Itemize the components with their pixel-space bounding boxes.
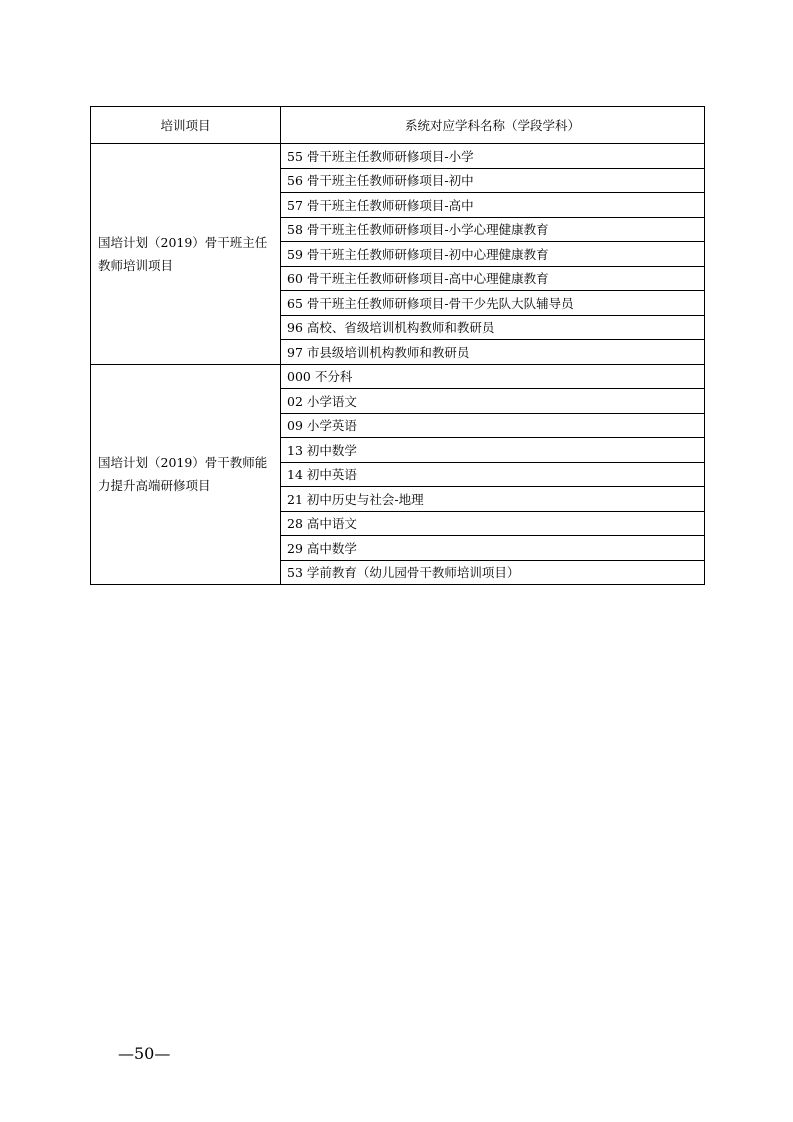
header-subject: 系统对应学科名称（学段学科） <box>281 107 705 144</box>
table-header-row <box>91 107 705 144</box>
page-number: —50— <box>118 1044 171 1063</box>
subject-cell: 65 骨干班主任教师研修项目-骨干少先队大队辅导员 <box>281 291 705 316</box>
subject-cell: 53 学前教育（幼儿园骨干教师培训项目） <box>281 560 705 585</box>
subject-cell: 55 骨干班主任教师研修项目-小学 <box>281 144 705 169</box>
subject-cell: 28 高中语文 <box>281 511 705 536</box>
table-row <box>91 364 705 389</box>
subject-cell: 57 骨干班主任教师研修项目-高中 <box>281 193 705 218</box>
subject-cell: 21 初中历史与社会-地理 <box>281 487 705 512</box>
subject-cell: 97 市县级培训机构教师和教研员 <box>281 340 705 365</box>
subject-cell: 000 不分科 <box>281 364 705 389</box>
subject-cell: 02 小学语文 <box>281 389 705 414</box>
header-project: 培训项目 <box>91 107 281 144</box>
subject-cell: 59 骨干班主任教师研修项目-初中心理健康教育 <box>281 242 705 267</box>
table-row <box>91 144 705 169</box>
project-cell: 国培计划（2019）骨干教师能力提升高端研修项目 <box>91 364 281 585</box>
subject-cell: 29 高中数学 <box>281 536 705 561</box>
subject-cell: 60 骨干班主任教师研修项目-高中心理健康教育 <box>281 266 705 291</box>
subject-cell: 56 骨干班主任教师研修项目-初中 <box>281 168 705 193</box>
subject-cell: 14 初中英语 <box>281 462 705 487</box>
subject-cell: 13 初中数学 <box>281 438 705 463</box>
table-body <box>91 144 705 585</box>
subject-cell: 09 小学英语 <box>281 413 705 438</box>
subject-mapping-table <box>90 106 705 585</box>
subject-cell: 96 高校、省级培训机构教师和教研员 <box>281 315 705 340</box>
project-cell: 国培计划（2019）骨干班主任教师培训项目 <box>91 144 281 365</box>
subject-cell: 58 骨干班主任教师研修项目-小学心理健康教育 <box>281 217 705 242</box>
